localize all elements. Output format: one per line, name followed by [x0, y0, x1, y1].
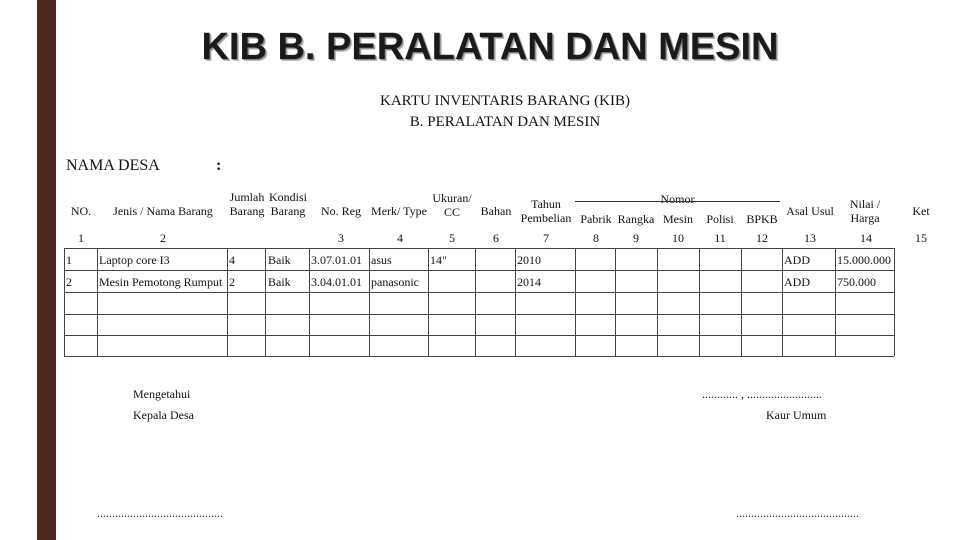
row2-jumlah: 2 — [229, 275, 235, 289]
grid-line — [657, 248, 658, 356]
row2-no: 2 — [66, 275, 72, 289]
header-nomor: Nomor — [660, 192, 695, 206]
col-number-12: 12 — [756, 231, 768, 245]
row2-jenis: Mesin Pemotong Rumput — [99, 275, 223, 289]
row2-merk: panasonic — [371, 275, 419, 289]
header-jumlah: Jumlah Barang — [229, 190, 265, 218]
grid-line — [64, 292, 894, 293]
card-title: KARTU INVENTARIS BARANG (KIB) — [380, 93, 630, 109]
header-nilai: Nilai / Harga — [849, 197, 881, 225]
grid-line — [475, 248, 476, 356]
grid-line — [64, 248, 894, 249]
row2-kondisi: Baik — [268, 275, 291, 289]
header-bpkb: BPKB — [746, 212, 778, 226]
kaur-umum-signature-line: ......................................... — [736, 506, 859, 520]
card-subtitle: B. PERALATAN DAN MESIN — [409, 114, 601, 130]
header-ket: Ket — [912, 204, 930, 218]
kepala-desa-label: Kepala Desa — [133, 408, 194, 422]
grid-line — [64, 314, 894, 315]
grid-line — [64, 248, 65, 356]
grid-line — [835, 248, 836, 356]
col-number-9: 9 — [633, 231, 639, 245]
header-mesin: Mesin — [663, 212, 693, 226]
grid-line — [782, 248, 783, 356]
page-title: KIB B. PERALATAN DAN MESIN — [201, 26, 779, 68]
col-number-13: 13 — [804, 231, 816, 245]
header-noreg: No. Reg — [321, 204, 361, 218]
side-bar — [37, 0, 56, 540]
col-number-1: 1 — [78, 231, 84, 245]
header-bahan: Bahan — [480, 204, 512, 218]
header-polisi: Polisi — [706, 212, 734, 226]
grid-line — [428, 248, 429, 356]
row1-jenis: Laptop core I3 — [99, 253, 170, 267]
col-number-5: 5 — [449, 231, 455, 245]
header-tahun: Tahun Pembelian — [520, 197, 572, 225]
header-no: NO. — [70, 204, 92, 218]
row1-asal: ADD — [784, 253, 810, 267]
grid-line — [615, 248, 616, 356]
grid-line — [575, 248, 576, 356]
grid-line — [265, 248, 266, 356]
place-date-line: ............ , ......................... — [702, 387, 822, 401]
grid-line — [369, 248, 370, 356]
grid-line — [309, 248, 310, 356]
desa-label: NAMA DESA — [66, 157, 160, 174]
row1-tahun: 2010 — [517, 253, 541, 267]
grid-line — [515, 248, 516, 356]
header-rangka: Rangka — [617, 212, 655, 226]
grid-line — [894, 248, 895, 356]
grid-line — [64, 335, 894, 336]
row2-nilai: 750.000 — [837, 275, 876, 289]
grid-line — [64, 270, 894, 271]
row1-no: 1 — [66, 253, 72, 267]
grid-line — [97, 248, 98, 356]
grid-line — [699, 248, 700, 356]
col-number-11: 11 — [714, 231, 726, 245]
col-number-4: 4 — [397, 231, 403, 245]
col-number-8: 8 — [593, 231, 599, 245]
row1-merk: asus — [371, 253, 392, 267]
col-number-15: 15 — [915, 231, 927, 245]
grid-line — [227, 248, 228, 356]
grid-line — [741, 248, 742, 356]
col-number-7: 7 — [543, 231, 549, 245]
header-ukuran: Ukuran/ CC — [432, 191, 472, 219]
header-jenis: Jenis / Nama Barang — [113, 204, 213, 218]
row1-nilai: 15.000.000 — [837, 253, 891, 267]
desa-colon: : — [216, 157, 222, 174]
mengetahui-label: Mengetahui — [133, 387, 191, 401]
col-number-2: 2 — [160, 231, 166, 245]
row2-noreg: 3.04.01.01 — [311, 275, 362, 289]
nomor-divider — [575, 201, 780, 202]
header-merk: Merk/ Type — [371, 204, 427, 218]
header-kondisi: Kondisi Barang — [268, 190, 307, 218]
grid-line — [64, 356, 894, 357]
col-number-14: 14 — [860, 231, 872, 245]
row1-jumlah: 4 — [229, 253, 235, 267]
kaur-umum-label: Kaur Umum — [766, 408, 827, 422]
row1-noreg: 3.07.01.01 — [311, 253, 362, 267]
col-number-3: 3 — [338, 231, 344, 245]
row1-kondisi: Baik — [268, 253, 291, 267]
header-asal: Asal Usul — [786, 204, 834, 218]
row1-ukuran: 14" — [430, 253, 447, 267]
row2-tahun: 2014 — [517, 275, 541, 289]
row2-asal: ADD — [784, 275, 810, 289]
col-number-10: 10 — [672, 231, 684, 245]
header-pabrik: Pabrik — [580, 212, 612, 226]
kepala-desa-signature-line: .......................................... — [97, 506, 223, 520]
col-number-6: 6 — [493, 231, 499, 245]
